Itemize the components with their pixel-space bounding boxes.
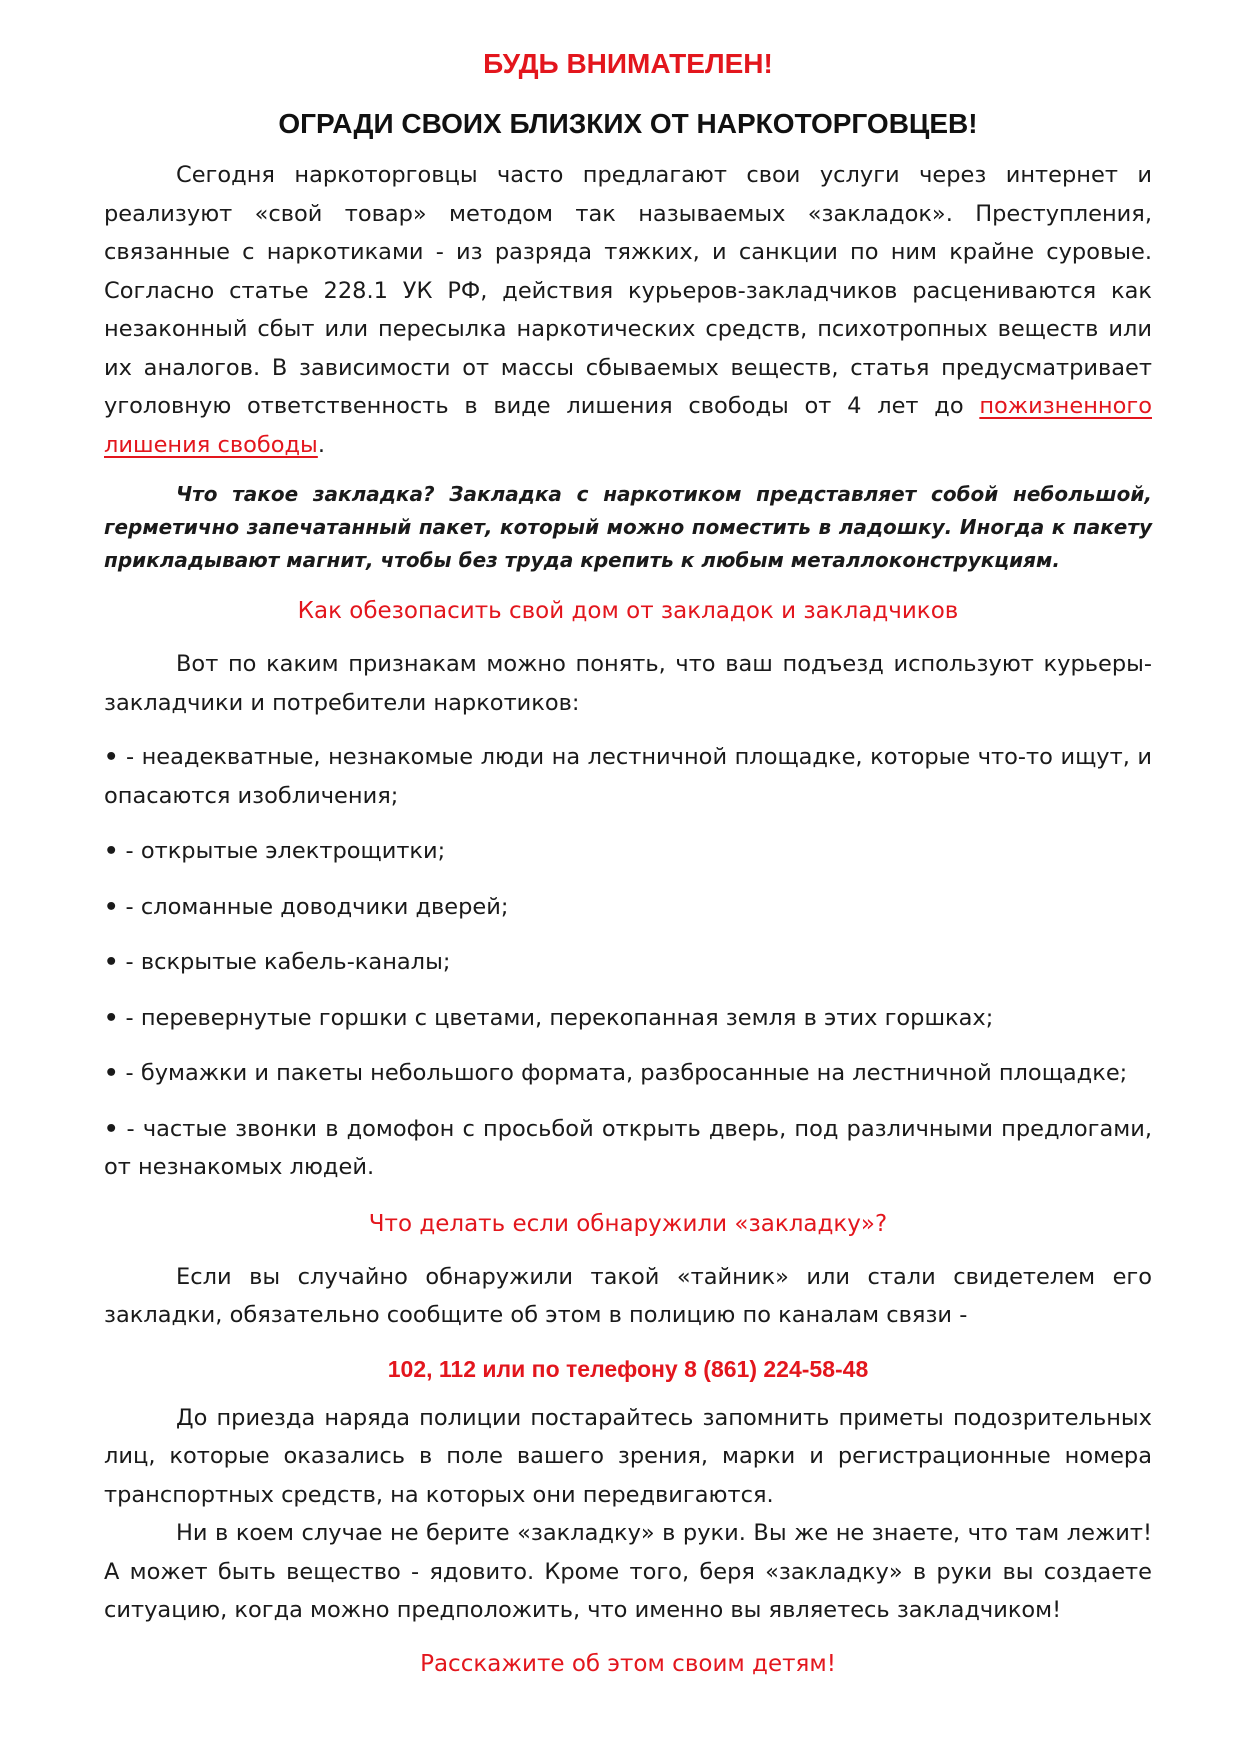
- list-item: [104, 832, 1152, 871]
- definition-paragraph: Что такое закладка? Закладка с наркотиком представляет собой небольшой, герметично запечатанный пакет, который можно поместить в ладошку. Иногда к пакету прикладывают магнит, чтобы без труда крепить к любым металлоконструкциям.: [104, 482, 1152, 572]
- bullet-icon: •: [104, 838, 119, 864]
- signs-list: [104, 738, 1152, 1187]
- bullet-icon: •: [104, 744, 119, 770]
- list-item-text: - перевернутые горшки с цветами, перекопанная земля в этих горшках;: [125, 1004, 994, 1031]
- bullet-icon: •: [104, 893, 119, 920]
- advice-paragraph-1: До приезда наряда полиции постарайтесь запомнить приметы подозрительных лиц, которые оказались в поле вашего зрения, марки и регистрационные номера транспортных средств, на которых они передвигаются.: [104, 1404, 1152, 1508]
- intro-paragraph: [104, 156, 1152, 464]
- warning-title: БУДЬ ВНИМАТЕЛЕН!: [483, 48, 773, 79]
- main-title: ОГРАДИ СВОИХ БЛИЗКИХ ОТ НАРКОТОРГОВЦЕВ!: [278, 108, 978, 139]
- bullet-icon: •: [104, 1060, 119, 1086]
- list-item: [104, 999, 1152, 1038]
- life-imprisonment-link[interactable]: пожизненного лишения свободы: [104, 393, 1152, 458]
- bullet-icon: •: [104, 1115, 119, 1142]
- list-item-text: - бумажки и пакеты небольшого формата, разбросанные на лестничной площадке;: [125, 1060, 1128, 1086]
- list-item-text: - частые звонки в домофон с просьбой открыть дверь, под различными предлогами, от незнакомых людей.: [104, 1115, 1153, 1180]
- intro-text-end: .: [317, 431, 325, 458]
- list-item-text: - неадекватные, незнакомые люди на лестничной площадке, которые что-то ищут, и опасаются изобличения;: [104, 744, 1153, 809]
- protect-heading: Как обезопасить свой дом от закладок и закладчиков: [297, 598, 959, 624]
- list-item: [104, 1054, 1152, 1093]
- found-heading: Что делать если обнаружили «закладку»?: [368, 1210, 888, 1237]
- intro-text: Сегодня наркоторговцы часто предлагают свои услуги через интернет и реализуют «свой товар» методом так называемых «закладок». Преступления, связанные с наркотиками - из разряда тяжких, и санкции по ним крайне суровые. Согласно статье 228.1 УК РФ, действия курьеров-закладчиков расцениваются как незаконный сбыт или пересылка наркотических средств, психотропных веществ или их аналогов. В зависимости от массы сбываемых веществ, статья предусматривает уголовную ответственность в виде лишения свободы от 4 лет до: [104, 162, 1152, 419]
- list-item: [104, 1110, 1152, 1187]
- list-item-text: - сломанные доводчики дверей;: [125, 893, 509, 920]
- closing-line: Расскажите об этом своим детям!: [420, 1650, 836, 1677]
- police-phone-numbers: 102, 112 или по телефону 8 (861) 224-58-48: [387, 1355, 869, 1382]
- list-item: [104, 888, 1152, 927]
- bullet-icon: •: [104, 949, 119, 975]
- list-item: [104, 738, 1152, 815]
- list-item-text: - вскрытые кабель-каналы;: [125, 949, 451, 975]
- found-paragraph: Если вы случайно обнаружили такой «тайник» или стали свидетелем его закладки, обязательно сообщите об этом в полицию по каналам связи -: [104, 1263, 1152, 1328]
- advice-paragraph-2: Ни в коем случае не берите «закладку» в руки. Вы же не знаете, что там лежит! А может быть вещество - ядовито. Кроме того, беря «закладку» в руки вы создаете ситуацию, когда можно предположить, что именно вы являетесь закладчиком!: [104, 1520, 1152, 1623]
- list-item: [104, 943, 1152, 982]
- bullet-icon: •: [104, 1004, 119, 1031]
- protect-lead: Вот по каким признакам можно понять, что ваш подъезд используют курьеры-закладчики и потребители наркотиков:: [104, 651, 1152, 716]
- list-item-text: - открытые электрощитки;: [125, 838, 446, 864]
